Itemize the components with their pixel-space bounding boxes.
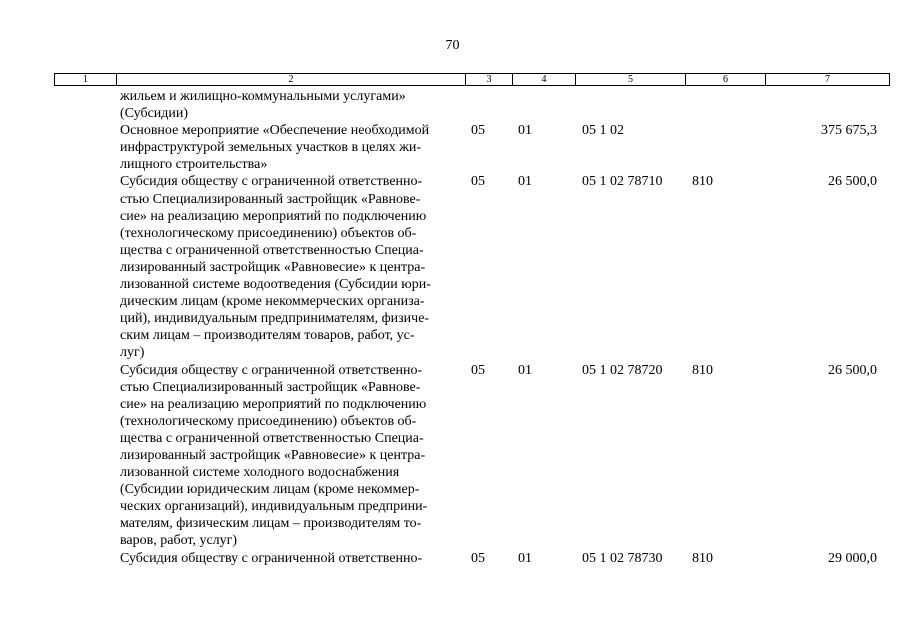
row-name-line: лизованной системе холодного водоснабжения: [120, 465, 400, 481]
row-name-line: сие» на реализацию мероприятий по подключению: [120, 208, 427, 224]
row-name-line: (Субсидии юридическим лицам (кроме некоммер-: [120, 482, 420, 498]
row-col5: 05 1 02 78720: [582, 362, 663, 378]
row-name-line: (Субсидии): [120, 106, 189, 122]
page-number: 70: [445, 38, 460, 53]
table-row: [0, 173, 905, 361]
row-name-line: варов, работ, услуг): [120, 533, 238, 549]
header-col-7: 7: [766, 74, 890, 86]
row-name-line: Основное мероприятие «Обеспечение необходимой: [120, 123, 430, 139]
row-name-line: ческих организаций), индивидуальным предприни-: [120, 499, 428, 515]
row-col5: 05 1 02 78730: [582, 550, 663, 566]
header-row: [55, 74, 890, 86]
row-name-line: (технологическому присоединению) объектов об-: [120, 225, 417, 241]
row-name-line: мателям, физическим лицам – производителям то-: [120, 516, 422, 532]
row-col4: 01: [518, 362, 532, 378]
row-col7: 29 000,0: [828, 550, 877, 566]
header-col-1: 1: [55, 74, 117, 86]
row-name-line: (технологическому присоединению) объектов об-: [120, 413, 417, 429]
row-col5: 05 1 02 78710: [582, 174, 663, 190]
row-col6: 810: [692, 174, 713, 190]
row-col3: 05: [471, 550, 485, 566]
row-name-line: лизированный застройщик «Равновесие» к центра-: [120, 447, 426, 463]
row-name-line: щества с ограниченной ответственностью Специа-: [120, 430, 424, 446]
row-col7: 375 675,3: [821, 123, 877, 139]
row-name-line: Субсидия обществу с ограниченной ответственно-: [120, 550, 423, 566]
header-col-5: 5: [576, 74, 686, 86]
row-col5: 05 1 02: [582, 123, 624, 139]
row-name-line: ским лицам – производителям товаров, работ, ус-: [120, 328, 415, 344]
row-name-line: стью Специализированный застройщик «Равнове-: [120, 379, 421, 395]
row-col7: 26 500,0: [828, 174, 877, 190]
header-col-6: 6: [686, 74, 766, 86]
row-name-line: щества с ограниченной ответственностью Специа-: [120, 242, 424, 258]
row-col4: 01: [518, 123, 532, 139]
row-col4: 01: [518, 174, 532, 190]
row-name: [120, 88, 460, 122]
row-name-line: Субсидия обществу с ограниченной ответственно-: [120, 174, 423, 190]
header-col-3: 3: [466, 74, 513, 86]
row-name: [120, 173, 460, 361]
header-col-2: 2: [117, 74, 466, 86]
row-name-line: инфраструктурой земельных участков в целях жи-: [120, 140, 422, 156]
row-name-line: луг): [120, 345, 145, 361]
table-body: [0, 88, 905, 567]
header-col-4: 4: [513, 74, 576, 86]
row-name-line: дическим лицам (кроме некоммерческих организа-: [120, 294, 425, 310]
row-col4: 01: [518, 550, 532, 566]
table-row: [0, 550, 905, 567]
row-name-line: стью Специализированный застройщик «Равнове-: [120, 191, 421, 207]
table-row: [0, 122, 905, 173]
column-number-header: [54, 73, 890, 86]
row-name-line: лизованной системе водоотведения (Субсидии юри-: [120, 277, 431, 293]
row-name: [120, 550, 460, 567]
table-row: [0, 362, 905, 550]
row-col6: 810: [692, 550, 713, 566]
row-col3: 05: [471, 362, 485, 378]
row-col6: 810: [692, 362, 713, 378]
row-name-line: жильем и жилищно-коммунальными услугами»: [120, 89, 406, 104]
row-col3: 05: [471, 174, 485, 190]
row-name-line: ций), индивидуальным предпринимателям, физиче-: [120, 311, 430, 327]
row-name-line: сие» на реализацию мероприятий по подключению: [120, 396, 427, 412]
row-name-line: лищного строительства»: [120, 157, 268, 173]
row-name-line: лизированный застройщик «Равновесие» к центра-: [120, 259, 426, 275]
row-name: [120, 362, 460, 550]
table-row: [0, 88, 905, 122]
row-name-line: Субсидия обществу с ограниченной ответственно-: [120, 362, 423, 378]
row-name: [120, 122, 460, 173]
row-col7: 26 500,0: [828, 362, 877, 378]
row-col3: 05: [471, 123, 485, 139]
